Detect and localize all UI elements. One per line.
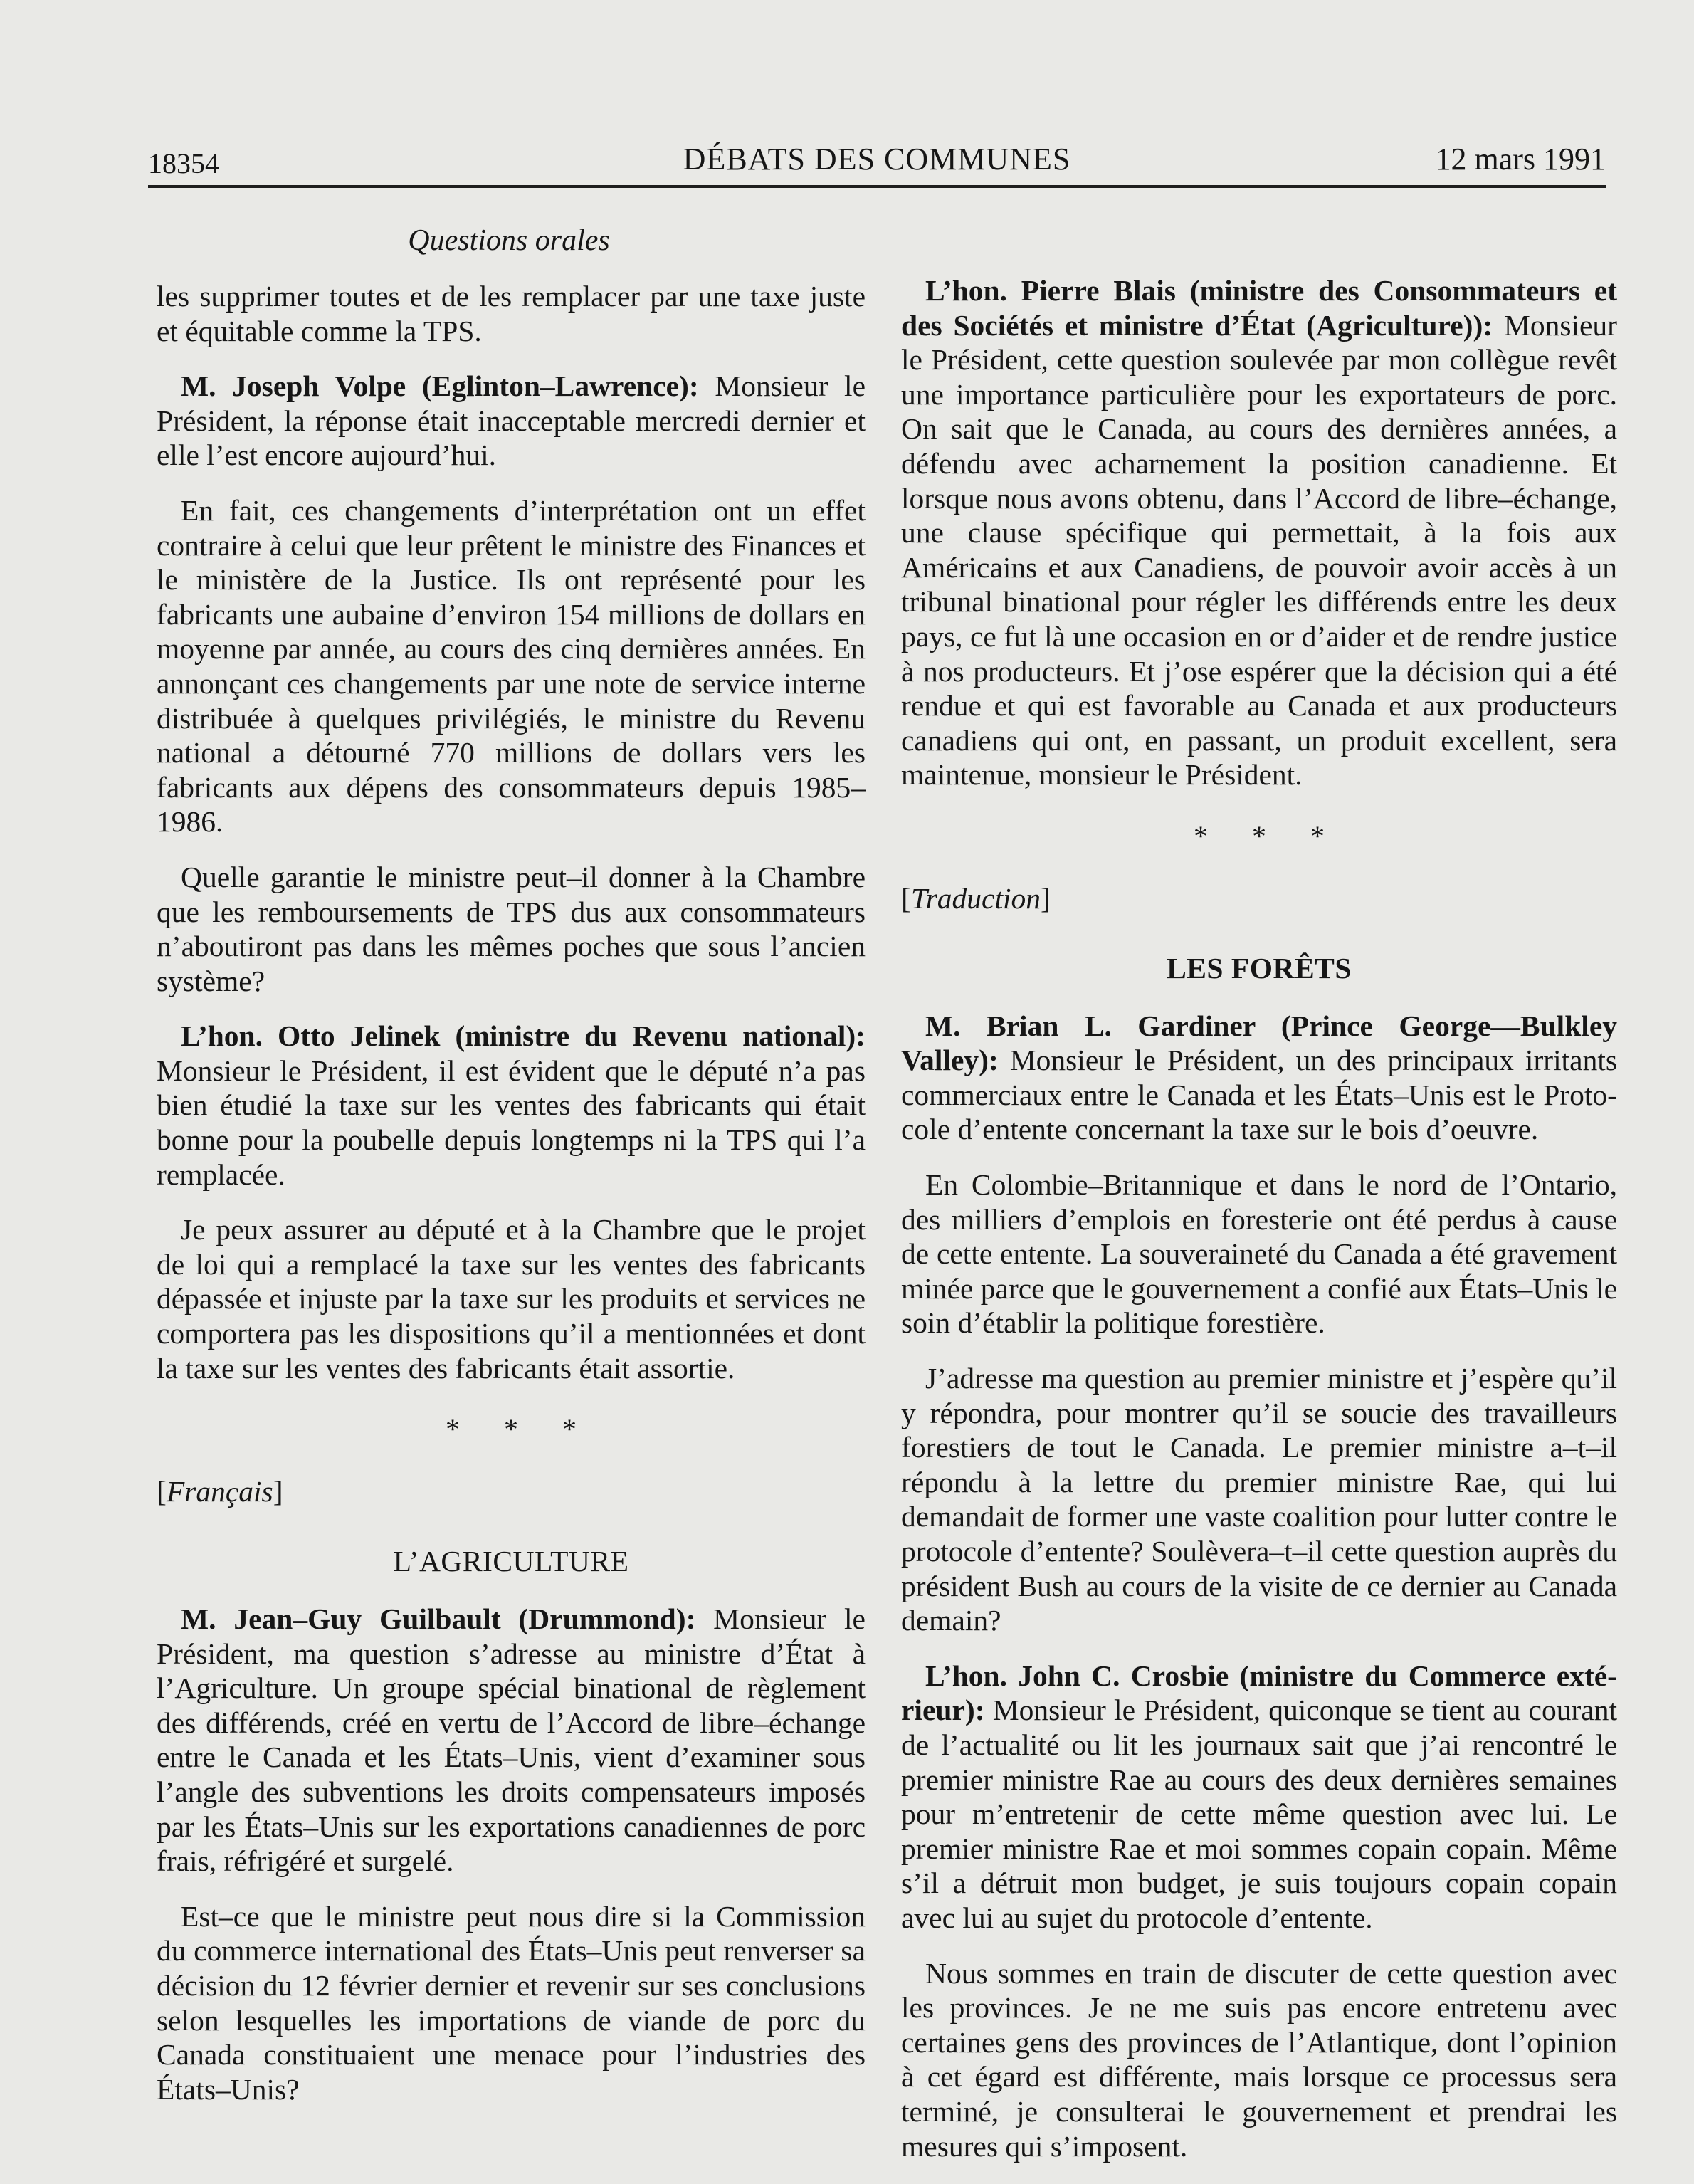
paragraph (901, 1659, 1617, 1936)
paragraph (901, 1009, 1617, 1147)
paragraph: Nous sommes en train de discuter de cette question avec les provinces. Je ne me suis pas encore entretenu avec certaines gens des provinces de l’Atlantique, dont l’opinion à cet égard est différente, mais lorsque ce processus sera terminé, je consulterai le gouvernement et prendrai les mesures qui s’imposent. (901, 1956, 1617, 2163)
publication-date: 12 mars 1991 (1435, 142, 1606, 177)
section-label: Questions orales (408, 224, 610, 257)
speaker-name: L’hon. Otto Jelinek (ministre du Revenu national): (181, 1019, 866, 1053)
speech-text: Monsieur le Président, la réponse était inacceptable mercredi dernier et elle l’est encore aujourd’hui. (157, 369, 866, 472)
language-marker: [Traduction] (901, 881, 1051, 915)
paragraph (901, 273, 1617, 792)
subject-heading: LES FORÊTS (1167, 952, 1352, 985)
paragraph: J’adresse ma question au premier ministre et j’espère qu’il y répondra, pour montrer qu’il se soucie des travailleurs forestiers de tout le Canada. Le premier ministre a–t–il répondu à la lettre du premier ministre Rae, qui lui demandait de former une vaste coalition pour lutter contre le protocole d’entente? Soulèvera–t–il cette question auprès du président Bush au cours de la visite de ce dernier au Canada demain? (901, 1362, 1617, 1637)
speech-text: Monsieur le Président, cette question soulevée par mon collègue revêt une importance particulière pour les exportateurs de porc. On sait que le Canada, au cours des dernières années, a défendu avec acharnement la position canadienne. Et lorsque nous avons obtenu, dans l’Accord de libre–échange, une clause spécifique qui permettait, à la fois aux Américains et aux Canadiens, de pouvoir avoir accès à un tribunal binational pour régler les différends entre les deux pays, ce fut là une occasion en or d’aider et de rendre justice à nos producteurs. Et j’ose espérer que la décision qui a été rendue et qui est favorable au Canada et aux producteurs canadiens qui ont, en passant, un produit excellent, sera maintenue, monsieur le Président. (901, 308, 1617, 792)
paragraph: Est–ce que le ministre peut nous dire si la Commission du commerce international des États–Unis peut renverser sa décision du 12 février dernier et revenir sur ses conclusions selon lesquelles les importations de viande de porc du Canada constituaient une menace pour l’industries des États–Unis? (157, 1899, 866, 2106)
language-marker: [Français] (157, 1474, 283, 1508)
publication-title: DÉBATS DES COMMUNES (683, 142, 1071, 177)
speaker-name: L’hon. Pierre Blais (ministre des Consommateurs et des Sociétés et ministre d’État (Agriculture)): (901, 274, 1617, 342)
page-number: 18354 (148, 147, 219, 179)
speech-text: Monsieur le Président, un des principaux irritants commerciaux entre le Canada et les États–Unis est le Protocole d’entente concernant la taxe sur le bois d’oeuvre. (901, 1044, 1617, 1146)
paragraph: Je peux assurer au député et à la Chambre que le projet de loi qui a remplacé la taxe sur les ventes des fabricants dépassée et injuste par la taxe sur les produits et services ne comportera pas les dispositions qu’il a mentionnées et dont la taxe sur les ventes des fabricants était assortie. (157, 1213, 866, 1385)
paragraph: Quelle garantie le ministre peut–il donner à la Chambre que les remboursements de TPS dus aux consommateurs n’aboutiront pas dans les mêmes poches que sous l’ancien système? (157, 860, 866, 997)
speech-text: Monsieur le Président, quiconque se tient au courant de l’actualité ou lit les journaux sait que j’ai rencontré le premier ministre Rae au cours des deux dernières semaines pour m’entretenir de cette même question avec lui. Le premier ministre Rae et moi sommes copain copain. Même s’il a détruit mon budget, je suis toujours copain copain avec lui au sujet du protocole d’entente. (901, 1694, 1617, 1934)
speech-text: Monsieur le Président, ma question s’adresse au ministre d’État à l’Agriculture. Un groupe spécial binational de règlement des différends, créé en vertu de l’Accord de libre–échange entre le Canada et les États–Unis, vient d’examiner sous l’angle des subventions les droits compensateurs imposés par les États–Unis sur les exportations canadiennes de porc frais, réfrigéré et surgelé. (157, 1602, 866, 1878)
paragraph (157, 1019, 866, 1192)
section-separator: * * * (446, 1413, 595, 1446)
left-column (157, 279, 866, 2127)
section-separator: * * * (1194, 819, 1343, 852)
language-name: Français (166, 1474, 273, 1508)
page-header (148, 140, 1606, 182)
speaker-name: M. Joseph Volpe (Eglinton–Lawrence): (181, 369, 699, 403)
speaker-name: L’hon. John C. Crosbie (ministre du Commerce extérieur): (901, 1659, 1617, 1727)
paragraph: En fait, ces changements d’interprétation ont un effet contraire à celui que leur prêtent le ministre des Finances et le ministère de la Justice. Ils ont représenté pour les fabricants une aubaine d’environ 154 millions de dollars en moyenne par année, au cours des cinq dernières années. En annonçant ces changements par une note de service interne distribuée à quelques privilégiés, le ministre du Revenu national a détourné 770 millions de dollars vers les fabricants aux dépens des consommateurs depuis 1985–1986. (157, 493, 866, 839)
subject-heading: L’AGRICULTURE (393, 1545, 629, 1578)
language-name: Traduction (910, 881, 1041, 915)
speech-text: Monsieur le Président, il est évident que le député n’a pas bien étudié la taxe sur les ventes des fabricants qui était bonne pour la poubelle depuis longtemps ni la TPS qui l’a remplacée. (157, 1054, 866, 1191)
paragraph (157, 1602, 866, 1879)
header-rule (148, 185, 1606, 188)
paragraph: les supprimer toutes et de les remplacer par une taxe juste et équitable comme la TPS. (157, 280, 866, 347)
speaker-name: M. Brian L. Gardiner (Prince George—Bulkley Valley): (901, 1009, 1617, 1077)
paragraph (157, 369, 866, 473)
right-column (901, 273, 1617, 2184)
paragraph: En Colombie–Britannique et dans le nord de l’Ontario, des milliers d’emplois en foresterie ont été perdus à cause de cette entente. La souveraineté du Canada a été gravement minée parce que le gouvernement a confié aux États–Unis le soin d’établir la politique forestière. (901, 1168, 1617, 1340)
speaker-name: M. Jean–Guy Guilbault (Drummond): (181, 1602, 696, 1635)
